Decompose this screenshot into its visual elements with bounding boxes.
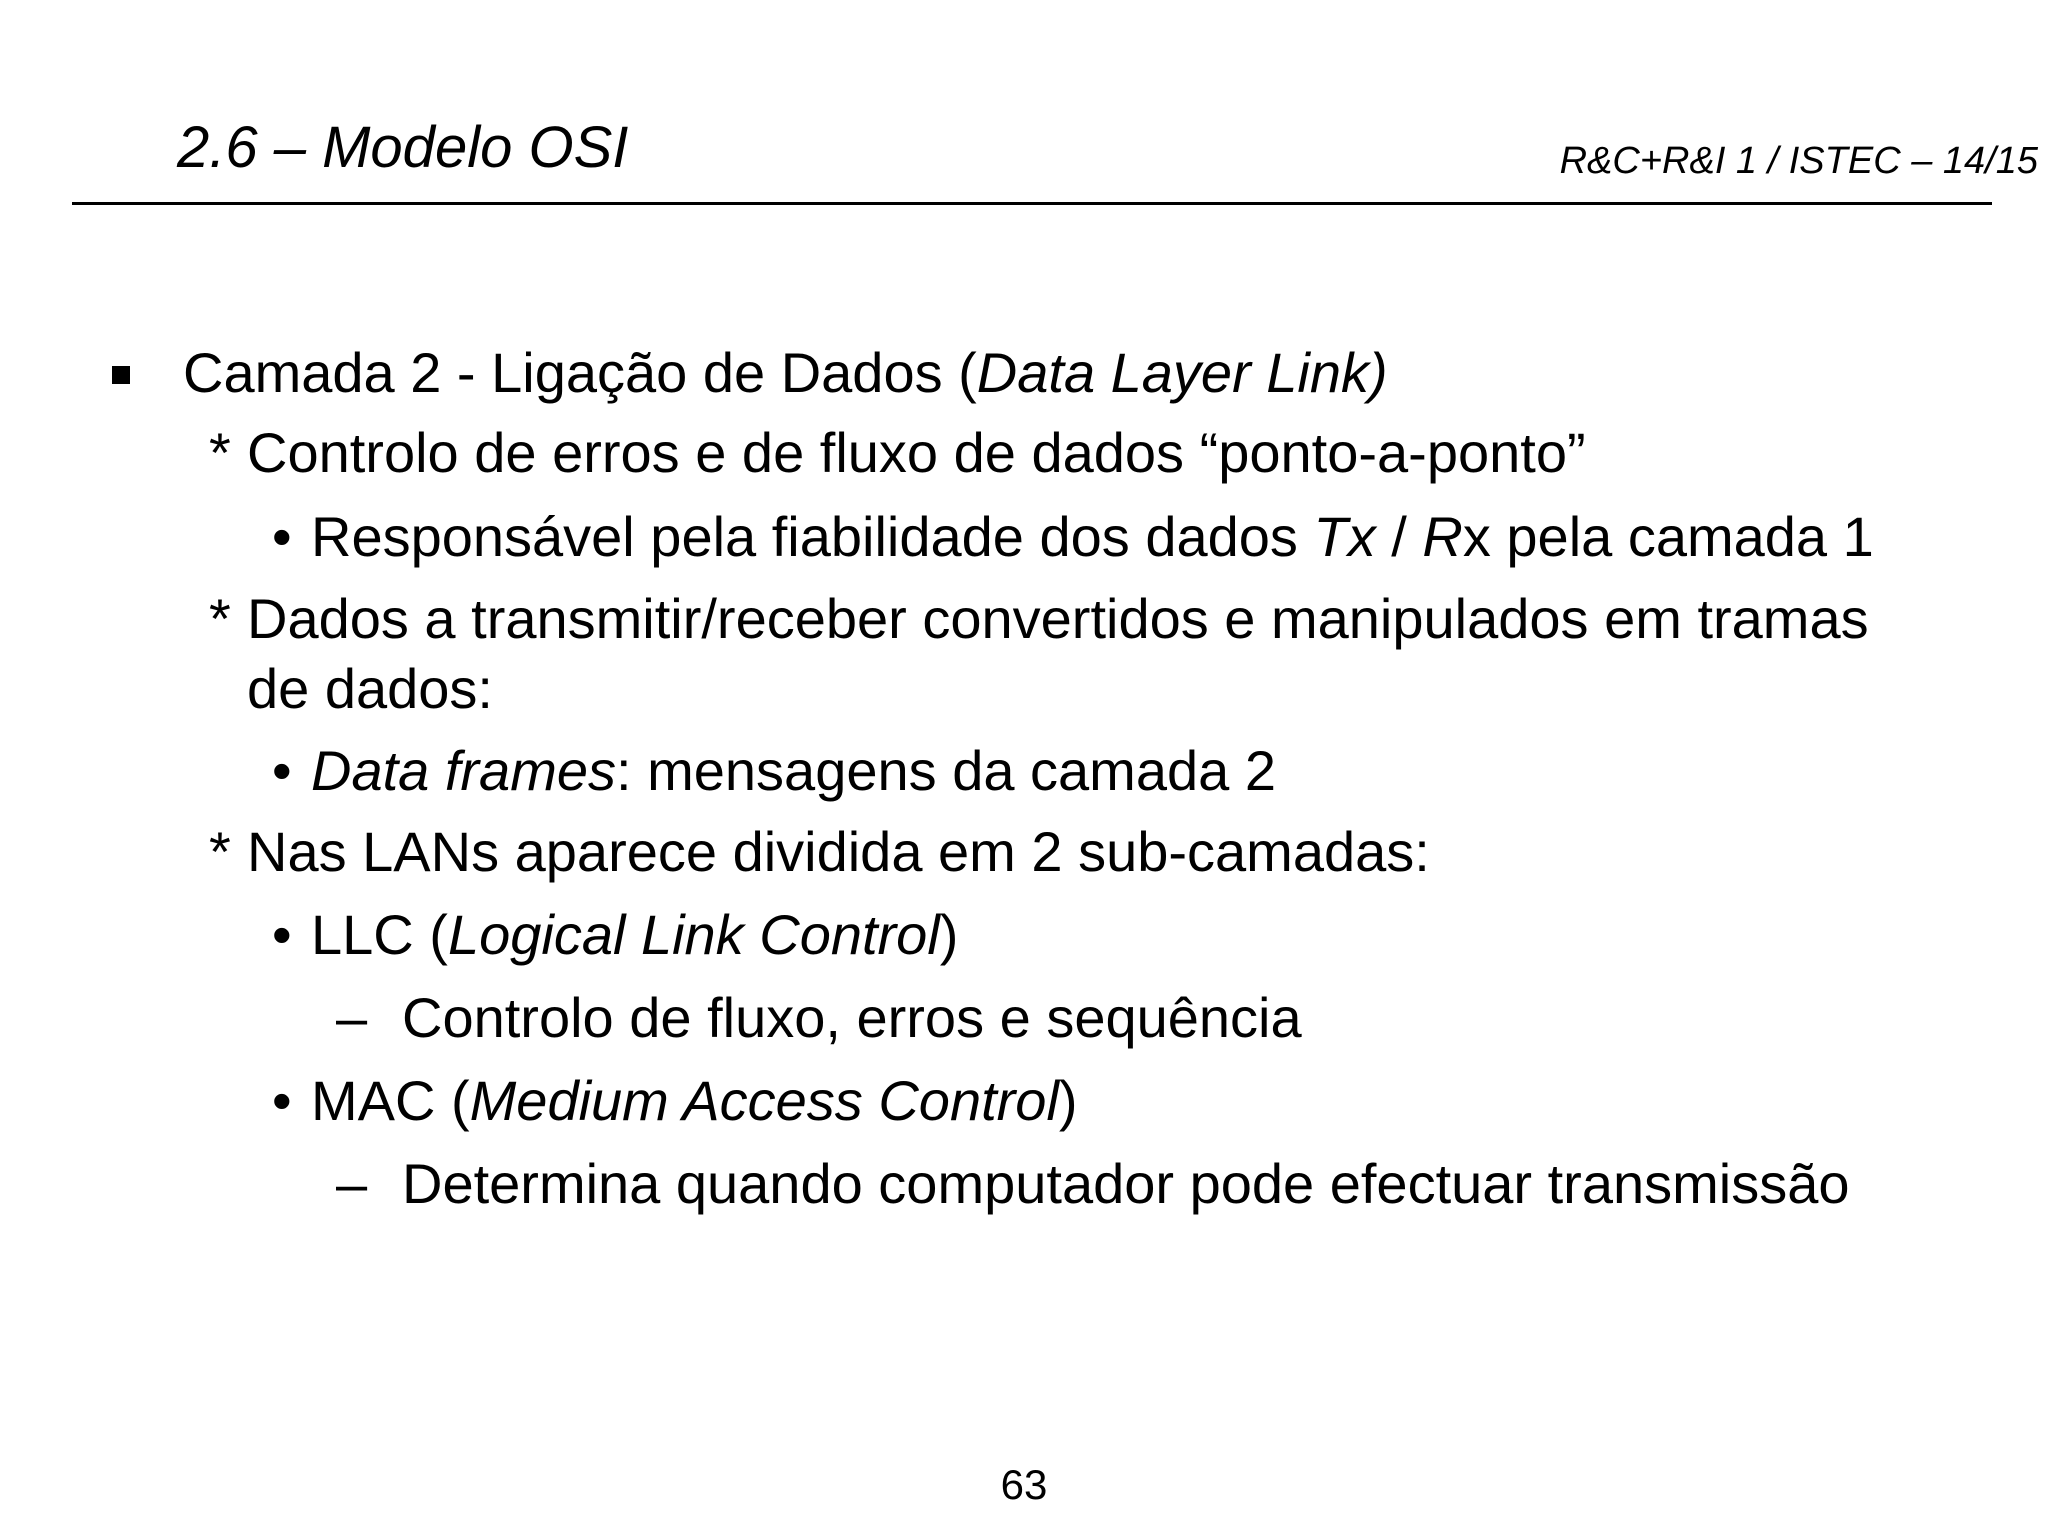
text-italic: Data Layer Link) <box>976 341 1388 404</box>
text: Camada 2 - Ligação de Dados ( <box>183 341 977 404</box>
text: LLC ( <box>311 903 448 966</box>
detail-mac: Determina quando computador pode efectuar transmissão <box>402 1152 1850 1215</box>
marker-asterisk: * <box>209 820 231 883</box>
text-italic: Tx <box>1313 505 1376 568</box>
text: ) <box>939 903 959 966</box>
text: : mensagens da camada 2 <box>616 739 1276 802</box>
course-label: R&C+R&I 1 / ISTEC – 14/15 <box>1559 140 2038 182</box>
sub-item-controlo: Controlo de erros e de fluxo de dados “ponto-a-ponto” <box>247 421 1586 484</box>
marker-dot: • <box>272 739 292 802</box>
text: Responsável pela fiabilidade dos dados <box>311 505 1314 568</box>
page-number: 63 <box>1000 1461 1048 1508</box>
text-italic: Medium Access Control <box>469 1069 1059 1132</box>
detail-llc: Controlo de fluxo, erros e sequência <box>402 986 1302 1049</box>
text: MAC ( <box>311 1069 470 1132</box>
text: ) <box>1058 1069 1078 1132</box>
marker-dot: • <box>272 903 292 966</box>
marker-dot: • <box>272 505 292 568</box>
marker-dash: – <box>336 1152 368 1215</box>
sub-item-lans: Nas LANs aparece dividida em 2 sub-camadas: <box>247 820 1430 883</box>
slide-title: 2.6 – Modelo OSI <box>177 115 629 180</box>
marker-dot: • <box>272 1069 292 1132</box>
text-italic: Data frames <box>311 739 616 802</box>
marker-asterisk: * <box>209 421 231 484</box>
sub-sub-item-llc <box>311 902 958 968</box>
text: / <box>1375 505 1423 568</box>
text: x pela camada 1 <box>1462 505 1874 568</box>
sub-sub-item-mac <box>311 1068 1078 1134</box>
header-divider <box>72 202 1992 205</box>
marker-asterisk: * <box>209 587 231 650</box>
sub-item-dados: Dados a transmitir/receber convertidos e manipulados em tramas <box>247 587 1869 650</box>
marker-dash: – <box>336 986 368 1049</box>
sub-sub-item-responsavel <box>311 504 1874 570</box>
sub-sub-item-data-frames <box>311 738 1276 804</box>
text-italic: R <box>1422 505 1463 568</box>
text-italic: Logical Link Control <box>447 903 940 966</box>
sub-item-dados-cont: de dados: <box>247 657 493 720</box>
bullet-camada-2 <box>183 340 1388 406</box>
square-bullet-icon <box>112 366 130 384</box>
